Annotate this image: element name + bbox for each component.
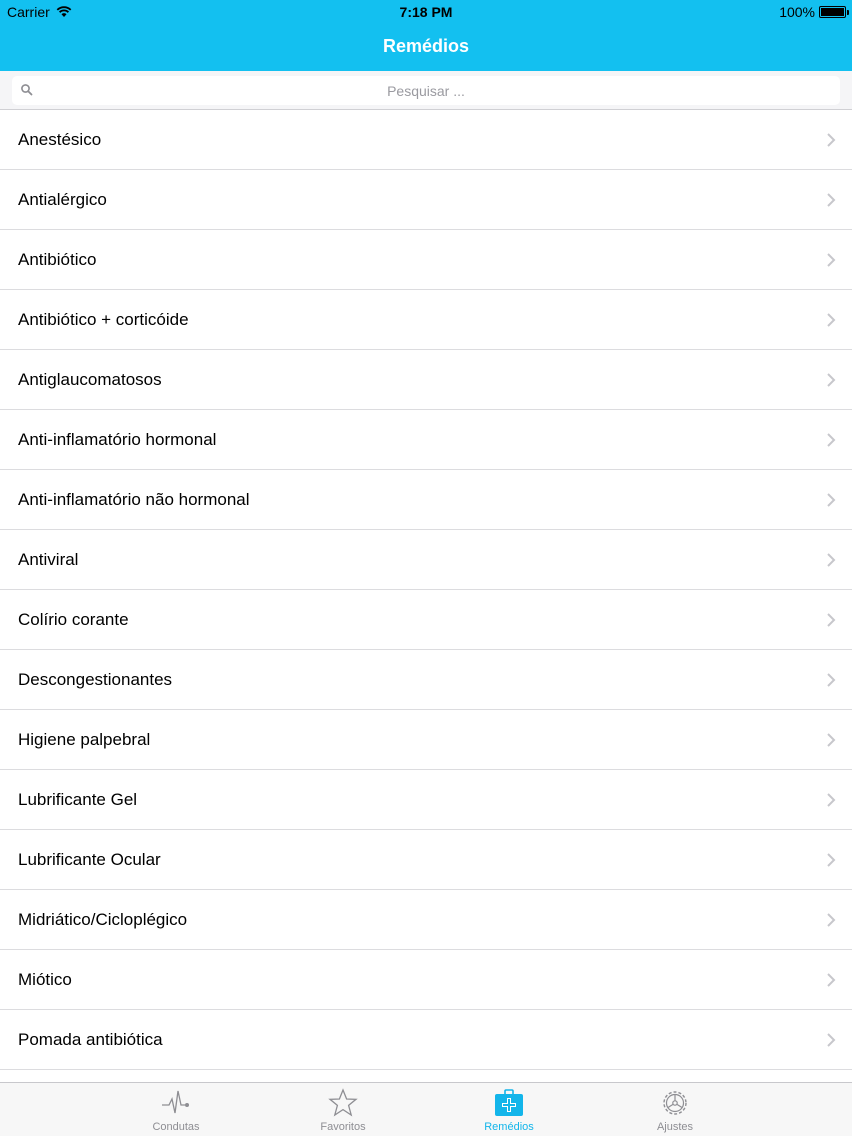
list-item[interactable]	[0, 170, 852, 230]
list-item[interactable]	[0, 950, 852, 1010]
tab-ajustes[interactable]	[615, 1083, 735, 1137]
list-item-label: Antiglaucomatosos	[18, 370, 162, 390]
chevron-right-icon	[826, 492, 836, 508]
chevron-right-icon	[826, 612, 836, 628]
list-item[interactable]	[0, 410, 852, 470]
chevron-right-icon	[826, 192, 836, 208]
list-item-label: Higiene palpebral	[18, 730, 150, 750]
list-item-label: Antiviral	[18, 550, 78, 570]
status-time: 7:18 PM	[0, 4, 852, 20]
list-item-label: Descongestionantes	[18, 670, 172, 690]
list-item[interactable]	[0, 710, 852, 770]
search-bar	[0, 71, 852, 110]
chevron-right-icon	[826, 312, 836, 328]
list-item[interactable]	[0, 470, 852, 530]
list-item-label: Miótico	[18, 970, 72, 990]
chevron-right-icon	[826, 852, 836, 868]
medkit-icon	[494, 1088, 524, 1118]
chevron-right-icon	[826, 552, 836, 568]
tab-remedios[interactable]	[449, 1083, 569, 1137]
search-field[interactable]	[12, 76, 840, 105]
list-item-label: Lubrificante Gel	[18, 790, 137, 810]
tab-label: Ajustes	[615, 1121, 735, 1133]
list-item[interactable]	[0, 350, 852, 410]
list-item[interactable]	[0, 650, 852, 710]
list-item[interactable]	[0, 230, 852, 290]
carrier-label: Carrier	[7, 4, 50, 20]
chevron-right-icon	[826, 372, 836, 388]
medication-list	[0, 110, 852, 1082]
list-item[interactable]	[0, 830, 852, 890]
search-input[interactable]	[12, 76, 840, 105]
chevron-right-icon	[826, 792, 836, 808]
chevron-right-icon	[826, 912, 836, 928]
chevron-right-icon	[826, 252, 836, 268]
list-item-label: Antialérgico	[18, 190, 107, 210]
chevron-right-icon	[826, 132, 836, 148]
tab-label: Favoritos	[283, 1121, 403, 1133]
list-item[interactable]	[0, 1010, 852, 1070]
list-item[interactable]	[0, 530, 852, 590]
tab-bar	[0, 1082, 852, 1136]
tab-label: Condutas	[116, 1121, 236, 1133]
heartbeat-icon	[161, 1088, 191, 1118]
status-bar	[0, 0, 852, 24]
list-item[interactable]	[0, 290, 852, 350]
tab-condutas[interactable]	[116, 1083, 236, 1137]
chevron-right-icon	[826, 432, 836, 448]
list-item-label: Antibiótico + corticóide	[18, 310, 189, 330]
page-title: Remédios	[0, 36, 852, 57]
list-item-label: Anti-inflamatório hormonal	[18, 430, 216, 450]
list-item[interactable]	[0, 770, 852, 830]
list-item-label: Midriático/Cicloplégico	[18, 910, 187, 930]
gear-icon	[660, 1088, 690, 1118]
list-item-label: Colírio corante	[18, 610, 129, 630]
chevron-right-icon	[826, 672, 836, 688]
tab-label: Remédios	[449, 1121, 569, 1133]
chevron-right-icon	[826, 972, 836, 988]
navigation-bar	[0, 24, 852, 71]
list-item-label: Anti-inflamatório não hormonal	[18, 490, 250, 510]
list-item[interactable]	[0, 590, 852, 650]
list-item[interactable]	[0, 890, 852, 950]
list-item-label: Anestésico	[18, 130, 101, 150]
list-item-label: Antibiótico	[18, 250, 96, 270]
list-item[interactable]	[0, 110, 852, 170]
chevron-right-icon	[826, 1032, 836, 1048]
list-item-label: Pomada antibiótica	[18, 1030, 163, 1050]
star-icon	[328, 1088, 358, 1118]
chevron-right-icon	[826, 732, 836, 748]
list-item-label: Lubrificante Ocular	[18, 850, 161, 870]
status-right	[779, 4, 846, 20]
battery-icon	[819, 6, 846, 18]
battery-percent: 100%	[779, 4, 815, 20]
tab-favoritos[interactable]	[283, 1083, 403, 1137]
